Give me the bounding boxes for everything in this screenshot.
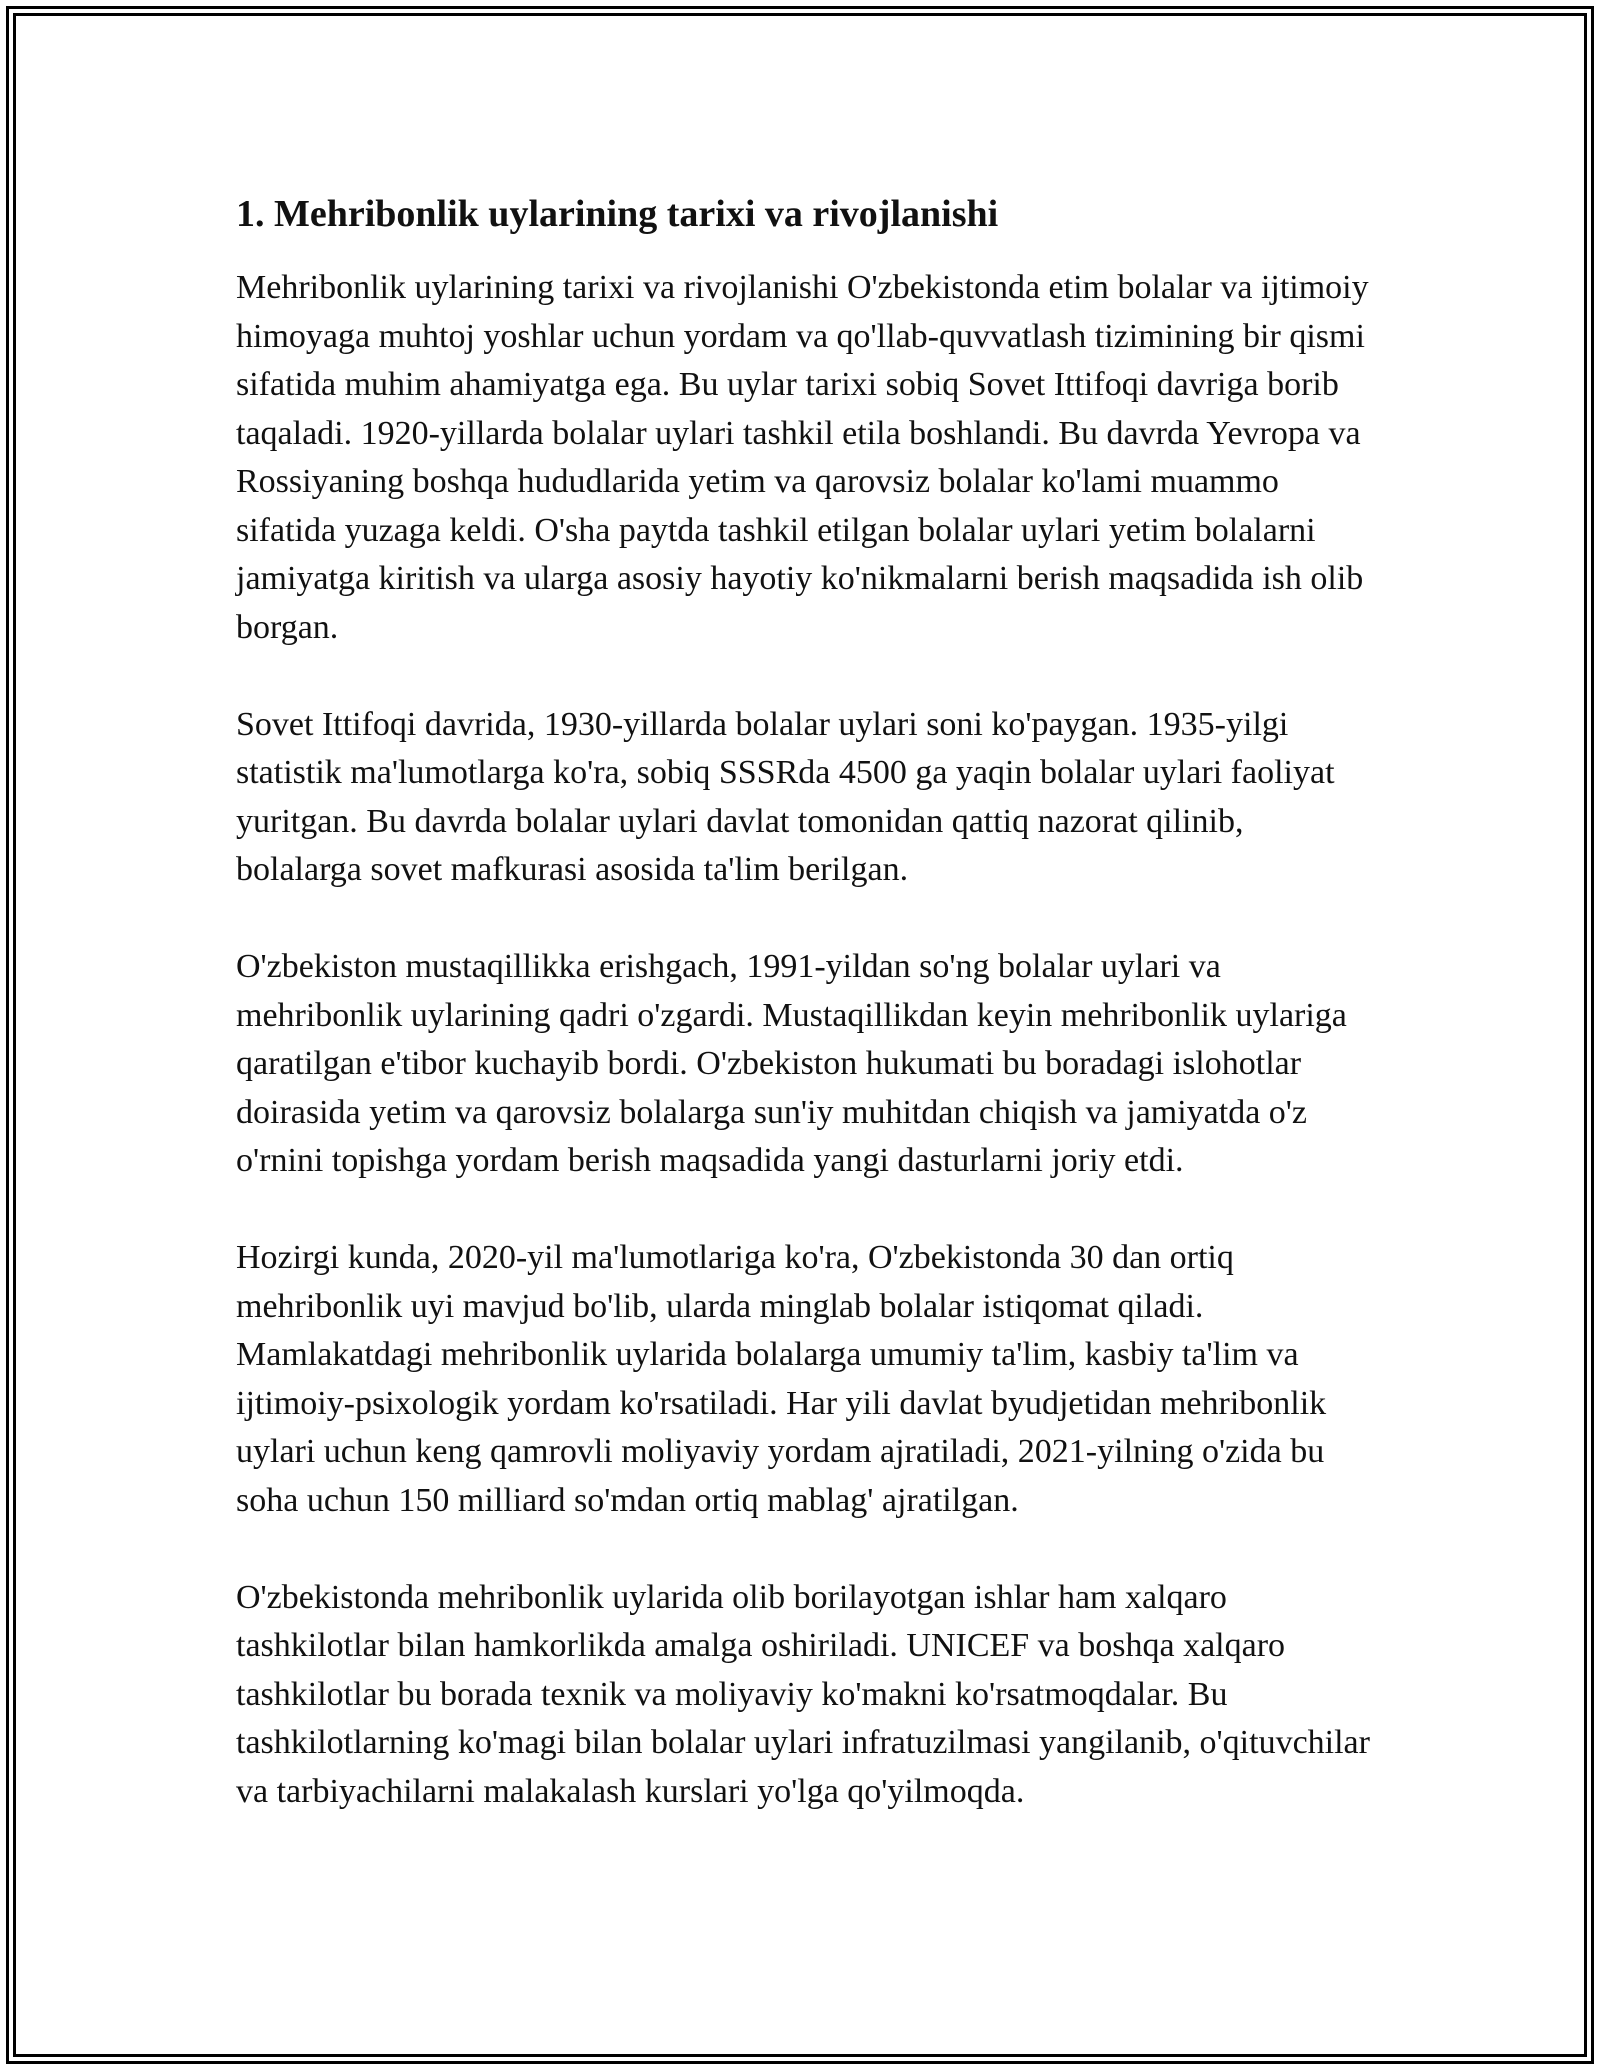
paragraph-soviet-period: Sovet Ittifoqi davrida, 1930-yillarda bolalar uylari soni ko'paygan. 1935-yilgi statistik ma'lumotlarga ko'ra, sobiq SSSRda 4500 ga yaqin bolalar uylari faoliyat yuritgan. Bu davrda bolalar uylari davlat tomonidan qattiq nazorat qilinib, bolalarga sovet mafkurasi asosida ta'lim berilgan. [236, 705, 1335, 888]
paragraph-independence: O'zbekiston mustaqillikka erishgach, 1991-yildan so'ng bolalar uylari va mehribonlik uylarining qadri o'zgardi. Mustaqillikdan keyin mehribonlik uylariga qaratilgan e'tibor kuchayib bordi. O'zbekiston hukumati bu boradagi islohotlar doirasida yetim va qarovsiz bolalarga sun'iy muhitdan chiqish va jamiyatda o'z o'rnini topishga yordam berish maqsadida yangi dasturlarni joriy etdi. [236, 948, 1347, 1179]
document-body [236, 184, 1376, 1816]
paragraph-international-cooperation: O'zbekistonda mehribonlik uylarida olib borilayotgan ishlar ham xalqaro tashkilotlar bilan hamkorlikda amalga oshiriladi. UNICEF va boshqa xalqaro tashkilotlar bu borada texnik va moliyaviy ko'makni ko'rsatmoqdalar. Bu tashkilotlarning ko'magi bilan bolalar uylari infratuzilmasi yangilanib, o'qituvchilar va tarbiyachilarni malakalash kurslari yo'lga qo'yilmoqda. [236, 1578, 1370, 1810]
section-heading: 1. Mehribonlik uylarining tarixi va rivojlanishi [236, 193, 999, 235]
paragraph-history-origins: Mehribonlik uylarining tarixi va rivojlanishi O'zbekistonda etim bolalar va ijtimoiy himoyaga muhtoj yoshlar uchun yordam va qo'llab-quvvatlash tizimining bir qismi sifatida muhim ahamiyatga ega. Bu uylar tarixi sobiq Sovet Ittifoqi davriga borib taqaladi. 1920-yillarda bolalar uylari tashkil etila boshlandi. Bu davrda Yevropa va Rossiyaning boshqa hududlarida yetim va qarovsiz bolalar ko'lami muammo sifatida yuzaga keldi. O'sha paytda tashkil etilgan bolalar uylari yetim bolalarni jamiyatga kiritish va ularga asosiy hayotiy ko'nikmalarni berish maqsadida ish olib borgan. [236, 269, 1369, 646]
paragraph-current-state: Hozirgi kunda, 2020-yil ma'lumotlariga ko'ra, O'zbekistonda 30 dan ortiq mehribonlik uyi mavjud bo'lib, ularda minglab bolalar istiqomat qiladi. Mamlakatdagi mehribonlik uylarida bolalarga umumiy ta'lim, kasbiy ta'lim va ijtimoiy-psixologik yordam ko'rsatiladi. Har yili davlat byudjetidan mehribonlik uylari uchun keng qamrovli moliyaviy yordam ajratiladi, 2021-yilning o'zida bu soha uchun 150 milliard so'mdan ortiq mablag' ajratilgan. [236, 1239, 1327, 1519]
